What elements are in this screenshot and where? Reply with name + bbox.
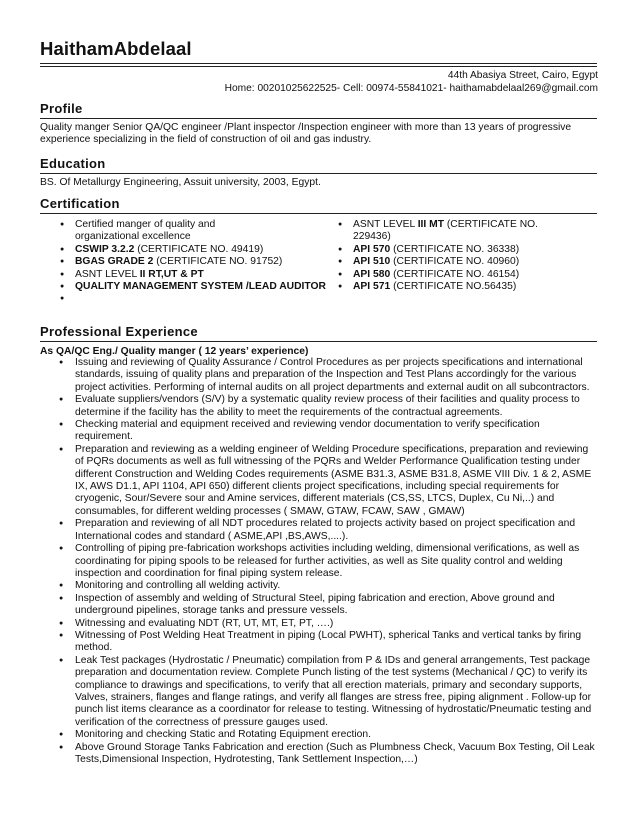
experience-item: ● Witnessing of Post Welding Heat Treatment in piping (Local PWHT), spherical Tanks and vertical tanks by firing method.	[40, 630, 597, 655]
experience-heading: Professional Experience	[40, 324, 597, 342]
certification-heading: Certification	[40, 196, 597, 214]
header-rule-2	[40, 66, 597, 67]
experience-section	[40, 324, 597, 766]
profile-heading: Profile	[40, 101, 597, 119]
experience-item: ● Checking material and equipment received and reviewing vendor documentation to verify specification requirement.	[40, 419, 597, 444]
cert-item: ● API 570 (CERTIFICATE NO. 36338)	[338, 244, 588, 256]
experience-item: ● Leak Test packages (Hydrostatic / Pneumatic) compilation from P & IDs and general arrangements, Test package preparation and documentation review. Complete Punch listing of the test systems (Mechanical / QC) to verify its compliance to drawings and specifications, to verify that all erection materials, primary and secondary supports, Valves, strainers, flanges and flange ratings, and verify all flanges are stress free, piping alignment . Follow-up for punch list items clearance as a coordinator for release to testing. Witnessing of hydrostatic/Pneumatic testing and verification of the correctness of pressure gauges used.	[40, 655, 597, 729]
address-line: 44th Abasiya Street, Cairo, Egypt	[447, 70, 598, 81]
profile-text: Quality manger Senior QA/QC engineer /Plant inspector /Inspection engineer with more than 13 years of progressive experience specializing in the field of construction of oil and gas industry.	[40, 122, 572, 146]
cert-item: ● CSWIP 3.2.2 (CERTIFICATE NO. 49419)	[60, 244, 340, 256]
cert-item: ● Certified manger of quality and organizational excellence	[60, 219, 225, 244]
contact-line: Home: 00201025622525- Cell: 00974-55841021- haithamabdelaal269@gmail.com	[224, 83, 598, 94]
experience-item: ● Monitoring and checking Static and Rotating Equipment erection.	[40, 729, 597, 741]
profile-section	[40, 101, 597, 147]
experience-item: ● Preparation and reviewing of all NDT procedures related to projects activity based on project specification and International codes and standard ( ASME,API ,BS,AWS,....).	[40, 518, 597, 543]
cert-item-empty	[60, 293, 340, 305]
certification-section	[40, 196, 597, 214]
education-heading: Education	[40, 156, 597, 174]
experience-list	[40, 357, 597, 766]
experience-role: As QA/QC Eng./ Quality manger ( 12 years’ experience)	[40, 346, 309, 357]
certification-list-left	[60, 219, 340, 306]
education-text: BS. Of Metallurgy Engineering, Assuit university, 2003, Egypt.	[40, 177, 321, 188]
cert-item: ● ASNT LEVEL III MT (CERTIFICATE NO. 229436)	[338, 219, 573, 244]
cert-item: ● API 571 (CERTIFICATE NO.56435)	[338, 281, 588, 293]
experience-item: ● Monitoring and controlling all welding activity.	[40, 580, 597, 592]
cert-item: ● API 580 (CERTIFICATE NO. 46154)	[338, 269, 588, 281]
experience-item: ● Issuing and reviewing of Quality Assurance / Control Procedures as per projects specifications and international standards, issuing of quality plans and preparation of the Inspection and Test Plans accordingly for the various project activities. Performing of internal audits on all project departments and external audit on all subcontractors.	[40, 357, 597, 394]
experience-item: ● Evaluate suppliers/vendors (S/V) by a systematic quality review process of their facilities and quality process to determine if the facility has the ability to meet the requirements of the contractual agreements.	[40, 394, 597, 419]
cert-item: ● ASNT LEVEL II RT,UT & PT	[60, 269, 340, 281]
education-section	[40, 156, 597, 189]
experience-item: ● Controlling of piping pre-fabrication workshops activities including welding, dimensional verifications, as well as coordinating for piping spools to be released for further activities, as well as Site quality control and welding inspection and coordination for final piping system release.	[40, 543, 597, 580]
experience-item: ● Witnessing and evaluating NDT (RT, UT, MT, ET, PT, ….)	[40, 618, 597, 630]
header-rule-1	[40, 63, 597, 64]
experience-item: ● Preparation and reviewing as a welding engineer of Welding Procedure specifications, preparation and reviewing of PQRs documents as well as full witnessing of the PQRs and Welder Performance Qualification testing under different Construction and Welding Codes requirements (ASME B31.3, ASME B31.8, ASME VIII Div. 1 & 2, ASME IX, AWS D1.1, API 1104, API 650) different clients project specifications, including special requirements for cryogenic, Sour/Severe sour and Amine services, different materials (CS,SS, LTCS, Duplex, Cu Ni,..) and consumables, for different welding processes ( SMAW, GTAW, FCAW, SAW , GMAW)	[40, 444, 597, 518]
cert-item: ● QUALITY MANAGEMENT SYSTEM /LEAD AUDITOR	[60, 281, 340, 293]
candidate-name: HaithamAbdelaal	[40, 38, 192, 59]
cert-item: ● BGAS GRADE 2 (CERTIFICATE NO. 91752)	[60, 256, 340, 268]
cert-item: ● API 510 (CERTIFICATE NO. 40960)	[338, 256, 588, 268]
experience-item: ● Above Ground Storage Tanks Fabrication and erection (Such as Plumbness Check, Vacuum Box Testing, Oil Leak Tests,Dimensional Inspection, Hydrotesting, Tank Settlement Inspection,…)	[40, 742, 597, 767]
experience-item: ● Inspection of assembly and welding of Structural Steel, piping fabrication and erection, Above ground and underground pipelines, storage tanks and pressure vessels.	[40, 593, 597, 618]
certification-list-right	[338, 219, 588, 293]
